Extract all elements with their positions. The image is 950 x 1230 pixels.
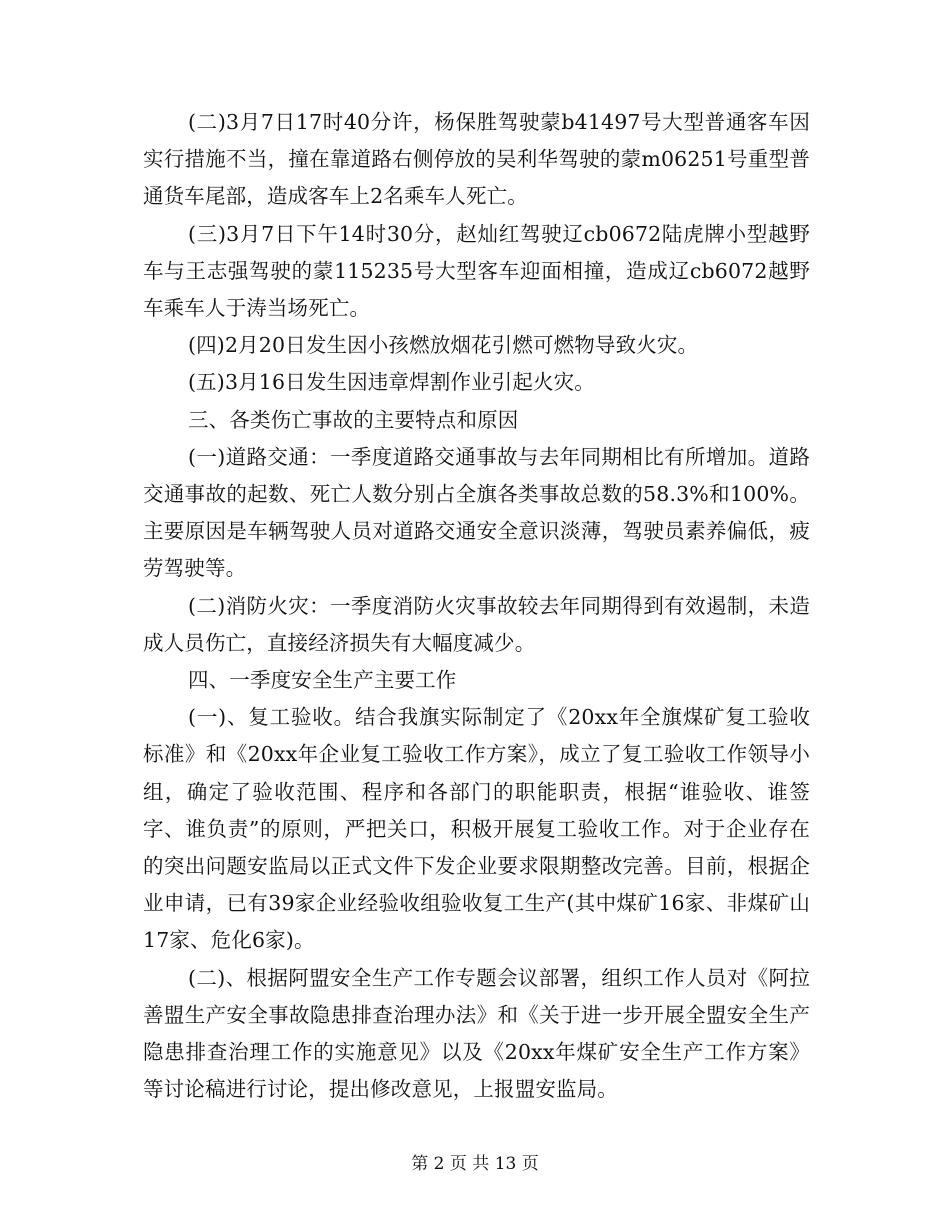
paragraph-meeting-deployment: (二)、根据阿盟安全生产工作专题会议部署，组织工作人员对《阿拉善盟生产安全事故隐患排查治理办法》和《关于进一步开展全盟安全生产隐患排查治理工作的实施意见》以及《20xx年煤矿安全生产工作方案》等讨论稿进行讨论，提出修改意见，上报盟安监局。	[143, 965, 810, 1102]
paragraph-road-traffic: (一)道路交通：一季度道路交通事故与去年同期相比有所增加。道路交通事故的起数、死亡人数分别占全旗各类事故总数的58.3%和100%。主要原因是车辆驾驶人员对道路交通安全意识淡薄，驾驶员素养偏低，疲劳驾驶等。	[143, 444, 810, 581]
paragraph-fire-2: (五)3月16日发生因违章焊割作业引起火灾。	[188, 370, 595, 395]
document-body	[143, 104, 810, 1108]
page-number-footer: 第 2 页 共 13 页	[411, 1154, 539, 1174]
section-heading-4: 四、一季度安全生产主要工作	[188, 668, 457, 693]
paragraph-accident-2: (二)3月7日17时40分许，杨保胜驾驶蒙b41497号大型普通客车因实行措施不当，撞在靠道路右侧停放的吴利华驾驶的蒙m06251号重型普通货车尾部，造成客车上2名乘车人死亡。	[143, 110, 810, 209]
paragraph-accident-3: (三)3月7日下午14时30分，赵灿红驾驶辽cb0672陆虎牌小型越野车与王志强驾驶的蒙115235号大型客车迎面相撞，造成辽cb6072越野车乘车人于涛当场死亡。	[143, 221, 810, 321]
section-heading-3: 三、各类伤亡事故的主要特点和原因	[188, 407, 519, 432]
paragraph-resumption-acceptance: (一)、复工验收。结合我旗实际制定了《20xx年全旗煤矿复工验收标准》和《20xx年企业复工验收工作方案》，成立了复工验收工作领导小组，确定了验收范围、程序和各部门的职能职责，根据“谁验收、谁签字、谁负责”的原则，严把关口，积极开展复工验收工作。对于企业存在的突出问题安监局以正式文件下发企业要求限期整改完善。目前，根据企业申请，已有39家企业经验收组验收复工生产(其中煤矿16家、非煤矿山17家、危化6家)。	[143, 705, 810, 953]
paragraph-fire-1: (四)2月20日发生因小孩燃放烟花引燃可燃物导致火灾。	[188, 333, 699, 358]
paragraph-fire-control: (二)消防火灾：一季度消防火灾事故较去年同期得到有效遏制，未造成人员伤亡，直接经济损失有大幅度减少。	[143, 593, 810, 655]
